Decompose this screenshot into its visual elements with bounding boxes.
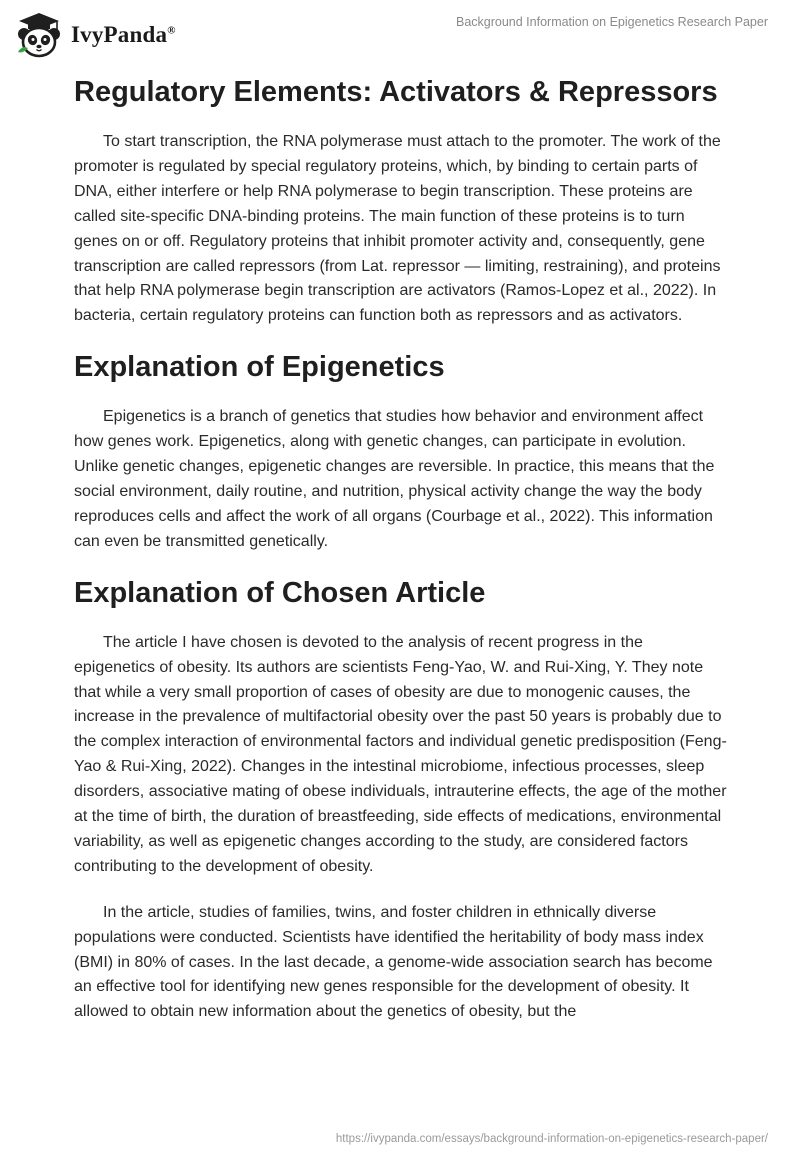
- page-header: [0, 0, 800, 70]
- document-title: Background Information on Epigenetics Research Paper: [456, 15, 768, 29]
- paragraph-chosen-article-1: The article I have chosen is devoted to the analysis of recent progress in the epigenetics of obesity. Its authors are scientists Feng-Yao, W. and Rui-Xing, Y. They note that while a very small proportion of cases of obesity are due to monogenic causes, the increase in the prevalence of multifactorial obesity over the past 50 years is probably due to the complex interaction of environmental factors and individual genetic predisposition (Feng-Yao & Rui-Xing, 2022). Changes in the intestinal microbiome, infectious processes, sleep disorders, associative mating of obese individuals, intrauterine effects, the age of the mother at the time of birth, the duration of breastfeeding, side effects of medications, environmental variability, as well as epigenetic changes according to the study, are considered factors contributing to the development of obesity.: [74, 633, 727, 875]
- logo-wordmark: IvyPanda®: [71, 22, 176, 47]
- ivypanda-logo[interactable]: [14, 12, 176, 58]
- section-heading-chosen-article: Explanation of Chosen Article: [74, 576, 486, 609]
- section-heading-epigenetics: Explanation of Epigenetics: [74, 351, 445, 384]
- panda-graduate-icon: [14, 12, 64, 58]
- paragraph-epigenetics: Epigenetics is a branch of genetics that studies how behavior and environment affect how genes work. Epigenetics, along with genetic changes, can participate in evolution. Unlike genetic changes, epigenetic changes are reversible. In practice, this means that the social environment, daily routine, and nutrition, physical activity change the way the body reproduces cells and affect the work of all organs (Courbage et al., 2022). This information can even be transmitted genetically.: [74, 408, 715, 550]
- source-url[interactable]: https://ivypanda.com/essays/background-information-on-epigenetics-research-paper/: [335, 1133, 768, 1145]
- essay-content: [74, 74, 728, 1025]
- paragraph-regulatory-elements: To start transcription, the RNA polymerase must attach to the promoter. The work of the promoter is regulated by special regulatory proteins, which, by binding to certain parts of DNA, either interfere or help RNA polymerase to begin transcription. These proteins are called site-specific DNA-binding proteins. The main function of these proteins is to turn genes on or off. Regulatory proteins that inhibit promoter activity and, consequently, gene transcription are called repressors (from Lat. repressor — limiting, restraining), and proteins that help RNA polymerase begin transcription are activators (Ramos-Lopez et al., 2022). In bacteria, certain regulatory proteins can function both as repressors and as activators.: [74, 133, 721, 325]
- paragraph-chosen-article-2: In the article, studies of families, twins, and foster children in ethnically diverse populations were conducted. Scientists have identified the heritability of body mass index (BMI) in 80% of cases. In the last decade, a genome-wide association search has become an effective tool for identifying new genes responsible for the development of obesity. It allowed to obtain new information about the genetics of obesity, but the: [74, 903, 713, 1021]
- section-heading-regulatory-elements: Regulatory Elements: Activators & Repressors: [74, 76, 718, 108]
